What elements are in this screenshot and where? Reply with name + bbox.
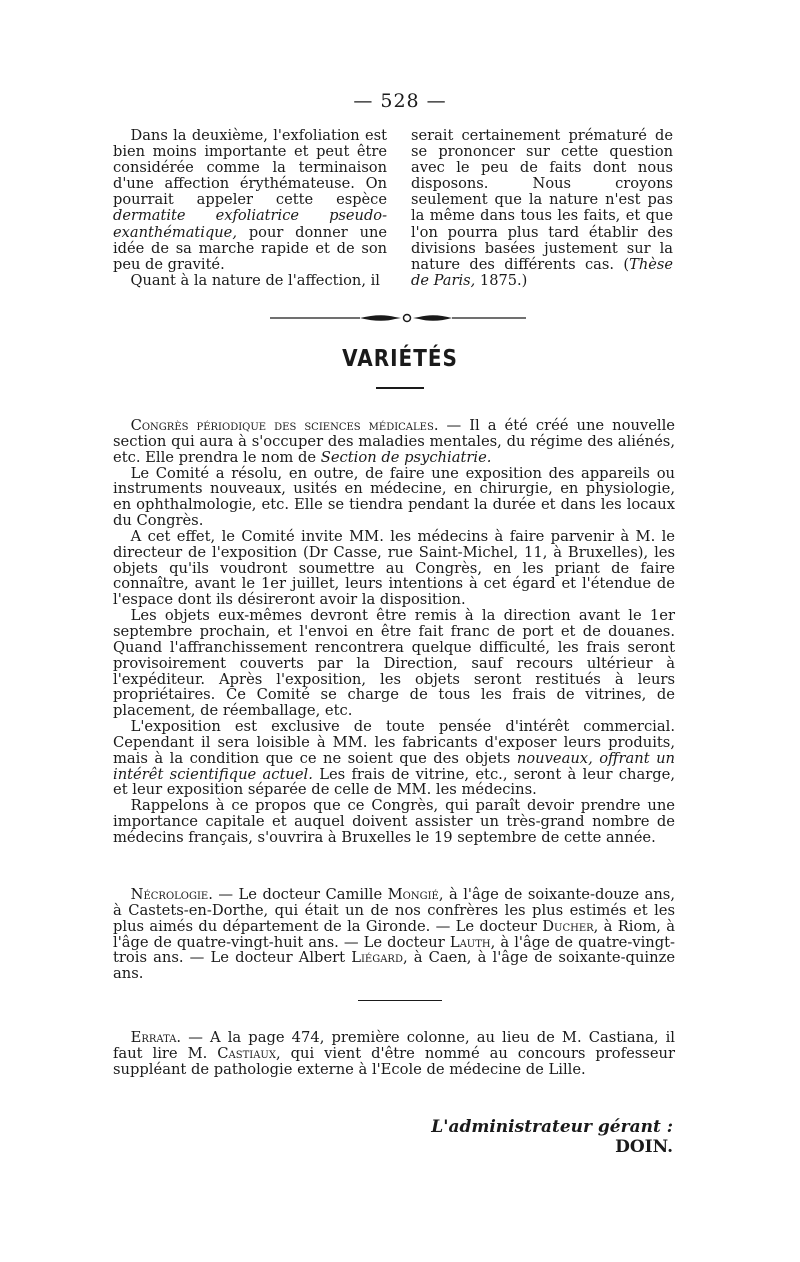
ornamental-rule — [270, 308, 526, 328]
right-p1-end: 1875.) — [479, 271, 528, 289]
congres-paragraph-1 — [113, 418, 675, 466]
necrologie-paragraph — [113, 887, 675, 982]
congres-p1-text: — Il a été créé une nouvelle section qui aura à s'occuper des maladies mentales, du régime des aliénés, etc. Elle prendra le nom de — [113, 417, 675, 466]
necrologie-text-2: à l'âge de soixante-douze ans, à Castets-en-Dorthe, qui était un de nos confrères les plus estimés et les plus aimés du département de la Gironde. — Le docteur — [113, 886, 675, 935]
necrologie-name-4: Liégard, — [351, 949, 408, 967]
errata-text-1: — A la page 474, première colonne, au lieu de M. Castiana, il faut lire M. — [113, 1029, 676, 1062]
errata-name: Castiaux, — [217, 1044, 281, 1062]
congres-p1-italic: Section de psychiatrie. — [320, 448, 492, 466]
congres-paragraph-2: Le Comité a résolu, en outre, de faire une exposition des appareils ou instruments nouveaux, usités en médecine, en chirurgie, en physiologie, en ophthalmologie, etc. Elle se tiendra pendant la durée et dans les locaux du Congrès. — [113, 464, 675, 530]
section-divider — [358, 1000, 442, 1001]
necrologie-name-2: Ducher, — [542, 917, 599, 935]
necrologie-name-1: Mongié, — [387, 886, 444, 903]
congres-p5-italic: nouveaux, offrant un intérêt scientifique actuel. — [113, 749, 675, 783]
left-p1-end: pour donner une idée de sa marche rapide et de son peu de gravité. — [113, 223, 387, 273]
necrologie-text-3: à Riom, à l'âge de quatre-vingt-huit ans. — Le docteur — [113, 917, 676, 951]
right-paragraph-1 — [411, 128, 673, 289]
necrologie-name-3: Lauth, — [449, 933, 496, 951]
congres-title: Congrès périodique des sciences médicales. — [130, 417, 439, 434]
necrologie-text-1: — Le docteur Camille — [218, 886, 383, 903]
left-paragraph-1 — [113, 128, 387, 273]
signature — [393, 1117, 673, 1157]
left-paragraph-2: Quant à la nature de l'affection, il — [130, 271, 380, 289]
right-p1-text: serait certainement prématuré de se prononcer sur cette question avec le peu de faits dont nous disposons. Nous croyons seulement que la nature n'est pas la même dans tous les faits, et que l'on pourra plus tard établir des divisions basées justement sur la nature des différents cas. ( — [411, 127, 673, 273]
errata-section — [113, 1030, 675, 1078]
congres-paragraph-6: Rappelons à ce propos que ce Congrès, qui paraît devoir prendre une importance capitale et auquel doivent assister un très-grand nombre de médecins français, s'ouvrira à Bruxelles le 19 septembre de cette année. — [113, 797, 675, 846]
errata-title: Errata. — [130, 1029, 182, 1046]
congres-paragraph-3: A cet effet, le Comité invite MM. les médecins à faire parvenir à M. le directeur de l'exposition (Dr Casse, rue Saint-Michel, 11, à Bruxelles), les objets qu'ils voudront soumettre au Congrès, en les priant de faire connaître, avant le 1er juillet, leurs intentions à cet égard et l'étendue de l'espace dont ils désireront avoir la disposition. — [113, 527, 675, 609]
left-p1-text: Dans la deuxième, l'exfoliation est bien moins importante et peut être considérée comme la terminaison d'une affection érythémateuse. On pourrait appeler cette espèce — [113, 127, 387, 209]
right-column — [411, 128, 673, 289]
necrologie-section — [113, 887, 675, 982]
necrologie-title: Nécrologie. — [130, 886, 213, 903]
necrologie-text-5: à Caen, à l'âge de soixante-quinze ans. — [113, 949, 676, 983]
heading-underline — [376, 387, 424, 389]
left-column — [113, 128, 387, 289]
section-heading: VARIÉTÉS — [342, 344, 458, 372]
congres-p5-end: Les frais de vitrine, etc., seront à leur charge, et leur exposition séparée de celle de MM. les médecins. — [113, 765, 675, 799]
page-number: — 528 — — [353, 90, 447, 112]
necrologie-text-4: à l'âge de quatre-vingt-trois ans. — Le docteur Albert — [113, 933, 675, 967]
congres-paragraph-5 — [113, 719, 675, 798]
signature-name: DOIN. — [615, 1137, 673, 1157]
right-citation: Thèse de Paris, — [411, 255, 673, 289]
errata-paragraph — [113, 1030, 675, 1078]
congres-paragraph-4: Les objets eux-mêmes devront être remis à la direction avant le 1er septembre prochain, et l'envoi en être fait franc de port et de douanes. Quand l'affranchissement rencontrera quelque difficulté, les frais seront provisoirement couverts par la Direction, sauf recours ultérieur à l'expéditeur. Après l'exposition, les objets seront restitués à leurs propriétaires. Ce Comité se charge de tous les frais de vitrines, de placement, de réemballage, etc. — [113, 607, 675, 720]
congres-p5-text: L'exposition est exclusive de toute pensée d'intérêt commercial. Cependant il sera loisible à MM. les fabricants d'exposer leurs produits, mais à la condition que ce ne soient que des objets — [113, 718, 675, 767]
congres-section — [113, 418, 675, 846]
signature-label: L'administrateur gérant : — [431, 1117, 673, 1137]
left-p1-italic: dermatite exfoliatrice pseudo-exanthématique, — [113, 207, 387, 241]
errata-text-2: qui vient d'être nommé au concours professeur suppléant de pathologie externe à l'Ecole de médecine de Lille. — [113, 1044, 676, 1078]
